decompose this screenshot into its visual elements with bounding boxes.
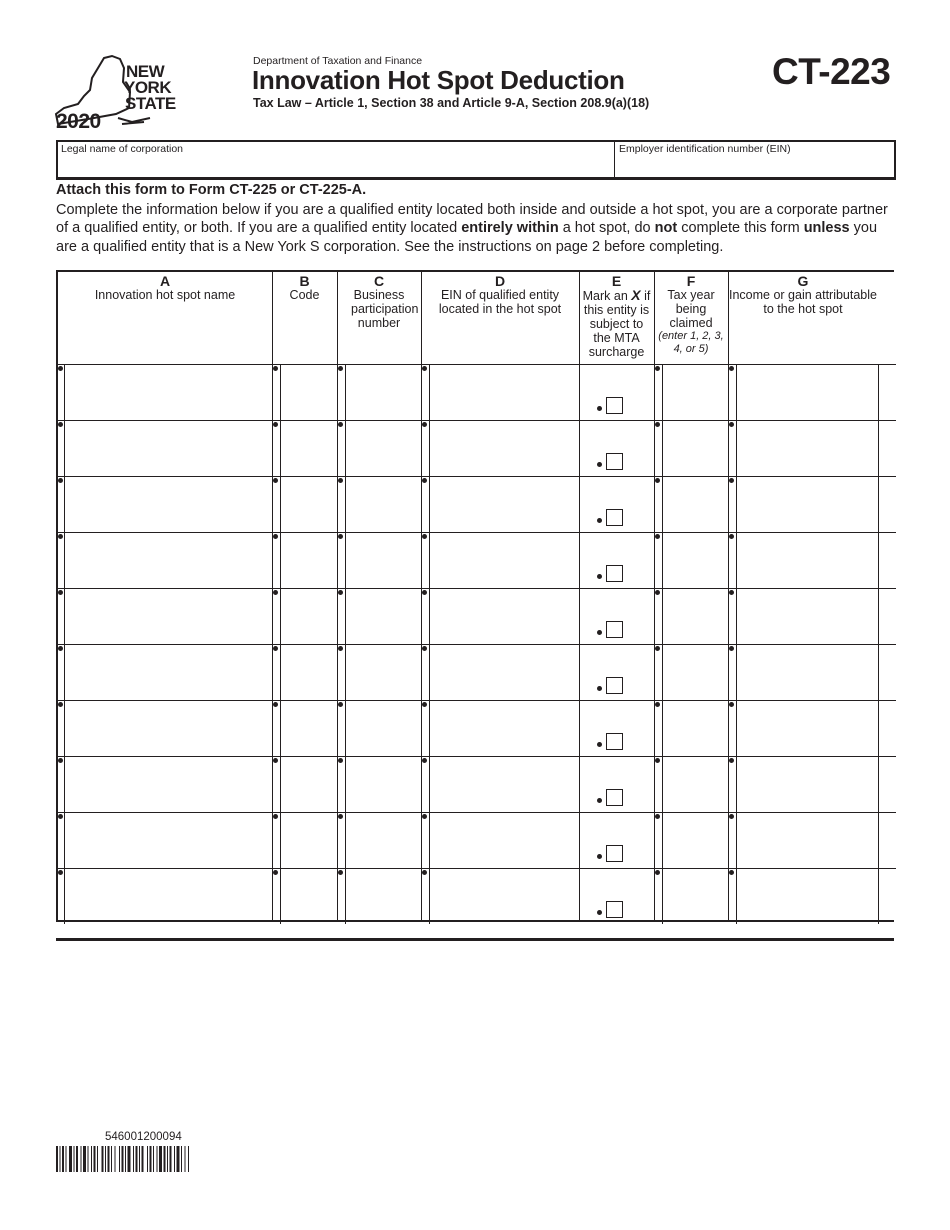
row-6-col-g-field[interactable] — [739, 662, 877, 684]
entry-bullet-icon — [422, 590, 427, 595]
row-7-col-g-field[interactable] — [739, 718, 877, 740]
row-7-col-a-field[interactable] — [67, 718, 271, 740]
cents-divider — [878, 812, 879, 868]
row-7-col-c-field[interactable] — [348, 718, 420, 740]
inner-guide-line — [280, 700, 281, 756]
column-letter-c: C — [373, 273, 385, 289]
entry-bullet-icon — [273, 870, 278, 875]
entry-bullet-icon — [655, 534, 660, 539]
checkbox-bullet-icon — [597, 574, 602, 579]
row-3-col-d-field[interactable] — [432, 494, 578, 516]
form-number: CT-223 — [772, 51, 891, 92]
inner-guide-line — [345, 476, 346, 532]
inner-guide-line — [736, 476, 737, 532]
row-8-col-a-field[interactable] — [67, 774, 271, 796]
row-2-col-b-field[interactable] — [283, 438, 336, 460]
row-5-col-g-field[interactable] — [739, 606, 877, 628]
entry-bullet-icon — [273, 814, 278, 819]
entry-bullet-icon — [273, 702, 278, 707]
column-header-f — [654, 272, 728, 356]
inner-guide-line — [280, 532, 281, 588]
row-8-col-g-field[interactable] — [739, 774, 877, 796]
inner-guide-line — [736, 700, 737, 756]
entry-bullet-icon — [338, 758, 343, 763]
instructions-text-4: you are a qualified entity that is a New York S corporation. See the instructions on page 2 before completing. — [56, 220, 878, 255]
column-header-c — [337, 272, 421, 330]
entry-bullet-icon — [655, 814, 660, 819]
entry-bullet-icon — [338, 590, 343, 595]
row-4-mta-checkbox[interactable] — [606, 565, 623, 582]
department-name: Department of Taxation and Finance — [253, 55, 423, 67]
cents-divider — [878, 532, 879, 588]
row-4-col-b-field[interactable] — [283, 550, 336, 572]
logo-word-3: STATE — [125, 94, 176, 113]
row-5-col-d-field[interactable] — [432, 606, 578, 628]
inner-guide-line — [429, 532, 430, 588]
row-8-col-b-field[interactable] — [283, 774, 336, 796]
inner-guide-line — [429, 588, 430, 644]
form-title: Innovation Hot Spot Deduction — [252, 65, 625, 95]
column-header-a — [58, 272, 272, 302]
inner-guide-line — [64, 868, 65, 924]
entry-bullet-icon — [58, 758, 63, 763]
entry-bullet-icon — [655, 478, 660, 483]
column-letter-d: D — [494, 273, 506, 289]
inner-guide-line — [429, 420, 430, 476]
row-8-col-c-field[interactable] — [348, 774, 420, 796]
inner-guide-line — [429, 756, 430, 812]
inner-guide-line — [280, 420, 281, 476]
row-1-col-g-field[interactable] — [739, 382, 877, 404]
entry-bullet-icon — [338, 814, 343, 819]
form-year: 2020 — [56, 110, 101, 133]
inner-guide-line — [280, 588, 281, 644]
hot-spot-table — [56, 270, 894, 922]
row-5-col-b-field[interactable] — [283, 606, 336, 628]
inner-guide-line — [345, 364, 346, 420]
inner-guide-line — [736, 532, 737, 588]
inner-guide-line — [662, 588, 663, 644]
cents-divider — [878, 700, 879, 756]
inner-guide-line — [736, 364, 737, 420]
column-label-f: Tax year being claimed — [667, 288, 715, 330]
row-divider — [58, 700, 896, 701]
row-7-col-d-field[interactable] — [432, 718, 578, 740]
row-5-col-a-field[interactable] — [67, 606, 271, 628]
row-5-mta-checkbox[interactable] — [606, 621, 623, 638]
entry-bullet-icon — [655, 590, 660, 595]
entry-bullet-icon — [338, 366, 343, 371]
inner-guide-line — [64, 756, 65, 812]
row-1-col-d-field[interactable] — [432, 382, 578, 404]
row-1-col-f-field[interactable] — [665, 382, 727, 404]
row-divider — [58, 868, 896, 869]
barcode-number: 546001200094 — [105, 1131, 182, 1143]
row-2-col-d-field[interactable] — [432, 438, 578, 460]
entry-bullet-icon — [729, 478, 734, 483]
entry-bullet-icon — [273, 366, 278, 371]
barcode-icon — [56, 1146, 238, 1172]
row-10-col-b-field[interactable] — [283, 886, 336, 908]
column-label-d: EIN of qualified entity located in the hot spot — [438, 288, 562, 316]
column-e-label-post: if this entity is subject to the MTA surcharge — [583, 289, 651, 359]
row-9-col-c-field[interactable] — [348, 830, 420, 852]
row-10-mta-checkbox[interactable] — [606, 901, 623, 918]
inner-guide-line — [662, 364, 663, 420]
row-6-col-b-field[interactable] — [283, 662, 336, 684]
inner-guide-line — [345, 588, 346, 644]
row-1-col-b-field[interactable] — [283, 382, 336, 404]
entry-bullet-icon — [422, 478, 427, 483]
row-5-col-c-field[interactable] — [348, 606, 420, 628]
entry-bullet-icon — [422, 702, 427, 707]
entry-bullet-icon — [58, 422, 63, 427]
row-10-col-g-field[interactable] — [739, 886, 877, 908]
inner-guide-line — [429, 700, 430, 756]
entry-bullet-icon — [273, 422, 278, 427]
row-1-mta-checkbox[interactable] — [606, 397, 623, 414]
inner-guide-line — [736, 812, 737, 868]
ein-label: Employer identification number (EIN) — [619, 143, 791, 155]
row-10-col-d-field[interactable] — [432, 886, 578, 908]
row-divider — [58, 756, 896, 757]
row-9-col-d-field[interactable] — [432, 830, 578, 852]
row-2-mta-checkbox[interactable] — [606, 453, 623, 470]
instructions-bold-2: not — [654, 220, 678, 237]
row-4-col-a-field[interactable] — [67, 550, 271, 572]
entry-bullet-icon — [338, 534, 343, 539]
inner-guide-line — [280, 812, 281, 868]
instructions-text-1: Complete the information below if you are a qualified entity located both inside and outside a hot spot, you are a corporate partner of a qualified entity, or both. If you are a qualified entity located — [56, 202, 888, 237]
inner-guide-line — [429, 364, 430, 420]
entry-bullet-icon — [273, 534, 278, 539]
column-letter-e: E — [611, 273, 622, 289]
inner-guide-line — [736, 588, 737, 644]
row-9-col-b-field[interactable] — [283, 830, 336, 852]
column-label-g: Income or gain attributable to the hot spot — [728, 288, 877, 316]
entry-bullet-icon — [655, 870, 660, 875]
column-letter-g: G — [797, 273, 809, 289]
inner-guide-line — [64, 812, 65, 868]
entry-bullet-icon — [655, 422, 660, 427]
inner-guide-line — [662, 756, 663, 812]
entry-bullet-icon — [58, 814, 63, 819]
inner-guide-line — [345, 644, 346, 700]
checkbox-bullet-icon — [597, 910, 602, 915]
inner-guide-line — [280, 756, 281, 812]
entry-bullet-icon — [273, 478, 278, 483]
inner-guide-line — [429, 476, 430, 532]
row-9-col-a-field[interactable] — [67, 830, 271, 852]
row-divider — [58, 812, 896, 813]
inner-guide-line — [280, 868, 281, 924]
cents-divider — [878, 364, 879, 420]
entry-bullet-icon — [58, 478, 63, 483]
logo-word-2: YORK — [124, 78, 172, 97]
inner-guide-line — [736, 868, 737, 924]
inner-guide-line — [64, 476, 65, 532]
row-3-col-b-field[interactable] — [283, 494, 336, 516]
inner-guide-line — [662, 812, 663, 868]
row-divider — [58, 476, 896, 477]
column-header-d — [421, 272, 579, 316]
column-divider — [579, 272, 580, 922]
column-e-label-pre: Mark an — [582, 289, 632, 303]
row-9-col-f-field[interactable] — [665, 830, 727, 852]
column-letter-f: F — [686, 273, 696, 289]
column-header-b — [272, 272, 337, 302]
checkbox-bullet-icon — [597, 742, 602, 747]
entry-bullet-icon — [729, 702, 734, 707]
inner-guide-line — [345, 868, 346, 924]
entry-bullet-icon — [338, 646, 343, 651]
row-7-col-f-field[interactable] — [665, 718, 727, 740]
instructions-text-2: a hot spot, do — [558, 220, 655, 237]
inner-guide-line — [662, 868, 663, 924]
row-1-col-c-field[interactable] — [348, 382, 420, 404]
inner-guide-line — [662, 532, 663, 588]
cents-divider — [878, 756, 879, 812]
instructions-text-3: complete this form — [677, 220, 804, 237]
checkbox-bullet-icon — [597, 406, 602, 411]
row-2-col-a-field[interactable] — [67, 438, 271, 460]
row-10-col-a-field[interactable] — [67, 886, 271, 908]
entry-bullet-icon — [729, 814, 734, 819]
entry-bullet-icon — [338, 702, 343, 707]
entry-bullet-icon — [729, 646, 734, 651]
entry-bullet-icon — [729, 870, 734, 875]
cents-divider — [878, 644, 879, 700]
entry-bullet-icon — [422, 870, 427, 875]
row-3-mta-checkbox[interactable] — [606, 509, 623, 526]
inner-guide-line — [280, 644, 281, 700]
inner-guide-line — [280, 364, 281, 420]
column-letter-b: B — [299, 273, 310, 289]
entry-bullet-icon — [58, 646, 63, 651]
entry-bullet-icon — [58, 590, 63, 595]
row-3-col-g-field[interactable] — [739, 494, 877, 516]
row-8-col-f-field[interactable] — [665, 774, 727, 796]
inner-guide-line — [429, 812, 430, 868]
inner-guide-line — [64, 364, 65, 420]
row-4-col-d-field[interactable] — [432, 550, 578, 572]
entry-bullet-icon — [422, 758, 427, 763]
entry-bullet-icon — [273, 590, 278, 595]
inner-guide-line — [64, 532, 65, 588]
entry-bullet-icon — [422, 646, 427, 651]
checkbox-bullet-icon — [597, 686, 602, 691]
row-6-mta-checkbox[interactable] — [606, 677, 623, 694]
row-4-col-c-field[interactable] — [348, 550, 420, 572]
row-6-col-f-field[interactable] — [665, 662, 727, 684]
row-10-col-f-field[interactable] — [665, 886, 727, 908]
instructions-bold-3: unless — [803, 220, 850, 237]
row-7-col-b-field[interactable] — [283, 718, 336, 740]
inner-guide-line — [662, 700, 663, 756]
row-3-col-a-field[interactable] — [67, 494, 271, 516]
column-e-label-x: X — [631, 287, 641, 303]
inner-guide-line — [64, 588, 65, 644]
corporation-box-divider — [614, 142, 615, 177]
inner-guide-line — [345, 532, 346, 588]
row-9-col-g-field[interactable] — [739, 830, 877, 852]
row-4-col-g-field[interactable] — [739, 550, 877, 572]
row-1-col-a-field[interactable] — [67, 382, 271, 404]
row-divider — [58, 588, 896, 589]
row-6-col-c-field[interactable] — [348, 662, 420, 684]
inner-guide-line — [429, 644, 430, 700]
inner-guide-line — [345, 700, 346, 756]
cents-divider — [878, 420, 879, 476]
entry-bullet-icon — [422, 366, 427, 371]
row-10-col-c-field[interactable] — [348, 886, 420, 908]
row-divider — [58, 644, 896, 645]
entry-bullet-icon — [338, 422, 343, 427]
entry-bullet-icon — [655, 702, 660, 707]
inner-guide-line — [662, 420, 663, 476]
checkbox-bullet-icon — [597, 630, 602, 635]
inner-guide-line — [662, 644, 663, 700]
row-divider — [58, 420, 896, 421]
checkbox-bullet-icon — [597, 462, 602, 467]
checkbox-bullet-icon — [597, 518, 602, 523]
entry-bullet-icon — [273, 758, 278, 763]
entry-bullet-icon — [58, 870, 63, 875]
inner-guide-line — [662, 476, 663, 532]
entry-bullet-icon — [729, 590, 734, 595]
row-3-col-c-field[interactable] — [348, 494, 420, 516]
row-2-col-g-field[interactable] — [739, 438, 877, 460]
checkbox-bullet-icon — [597, 854, 602, 859]
attach-instruction: Attach this form to Form CT-225 or CT-225-A. — [56, 182, 367, 198]
corporation-info-box — [56, 140, 896, 180]
row-4-col-f-field[interactable] — [665, 550, 727, 572]
column-header-g — [728, 272, 878, 316]
entry-bullet-icon — [655, 366, 660, 371]
inner-guide-line — [280, 476, 281, 532]
column-f-note: (enter 1, 2, 3, 4, or 5) — [658, 330, 724, 355]
entry-bullet-icon — [58, 366, 63, 371]
cents-divider — [878, 868, 879, 924]
entry-bullet-icon — [729, 534, 734, 539]
entry-bullet-icon — [58, 702, 63, 707]
checkbox-bullet-icon — [597, 798, 602, 803]
inner-guide-line — [345, 812, 346, 868]
inner-guide-line — [736, 644, 737, 700]
entry-bullet-icon — [729, 366, 734, 371]
row-6-col-a-field[interactable] — [67, 662, 271, 684]
ein-field[interactable] — [619, 156, 893, 176]
row-8-mta-checkbox[interactable] — [606, 789, 623, 806]
column-header-e — [579, 272, 654, 359]
entry-bullet-icon — [273, 646, 278, 651]
column-label-b: Code — [289, 288, 320, 302]
row-5-col-f-field[interactable] — [665, 606, 727, 628]
column-letter-a: A — [159, 273, 171, 289]
entry-bullet-icon — [58, 534, 63, 539]
entry-bullet-icon — [655, 758, 660, 763]
row-8-col-d-field[interactable] — [432, 774, 578, 796]
inner-guide-line — [736, 756, 737, 812]
entry-bullet-icon — [422, 814, 427, 819]
row-3-col-f-field[interactable] — [665, 494, 727, 516]
cents-divider — [878, 588, 879, 644]
inner-guide-line — [345, 420, 346, 476]
entry-bullet-icon — [729, 422, 734, 427]
inner-guide-line — [64, 644, 65, 700]
corporation-name-field[interactable] — [62, 156, 614, 176]
bottom-rule — [56, 938, 894, 941]
logo-word-1: NEW — [126, 62, 165, 81]
entry-bullet-icon — [338, 870, 343, 875]
inner-guide-line — [736, 420, 737, 476]
instructions-paragraph — [56, 201, 901, 256]
entry-bullet-icon — [729, 758, 734, 763]
header-divider — [58, 364, 896, 365]
entry-bullet-icon — [655, 646, 660, 651]
row-6-col-d-field[interactable] — [432, 662, 578, 684]
column-label-a: Innovation hot spot name — [94, 288, 236, 302]
row-divider — [58, 532, 896, 533]
inner-guide-line — [64, 420, 65, 476]
cents-divider — [878, 476, 879, 532]
row-9-mta-checkbox[interactable] — [606, 845, 623, 862]
inner-guide-line — [429, 868, 430, 924]
instructions-bold-1: entirely within — [461, 220, 559, 237]
row-2-col-f-field[interactable] — [665, 438, 727, 460]
form-subtitle: Tax Law – Article 1, Section 38 and Article 9-A, Section 208.9(a)(18) — [253, 96, 650, 110]
row-7-mta-checkbox[interactable] — [606, 733, 623, 750]
column-label-c: Business participation number — [351, 288, 419, 330]
entry-bullet-icon — [422, 422, 427, 427]
corporation-name-label: Legal name of corporation — [61, 143, 183, 155]
entry-bullet-icon — [422, 534, 427, 539]
inner-guide-line — [345, 756, 346, 812]
entry-bullet-icon — [338, 478, 343, 483]
row-2-col-c-field[interactable] — [348, 438, 420, 460]
inner-guide-line — [64, 700, 65, 756]
